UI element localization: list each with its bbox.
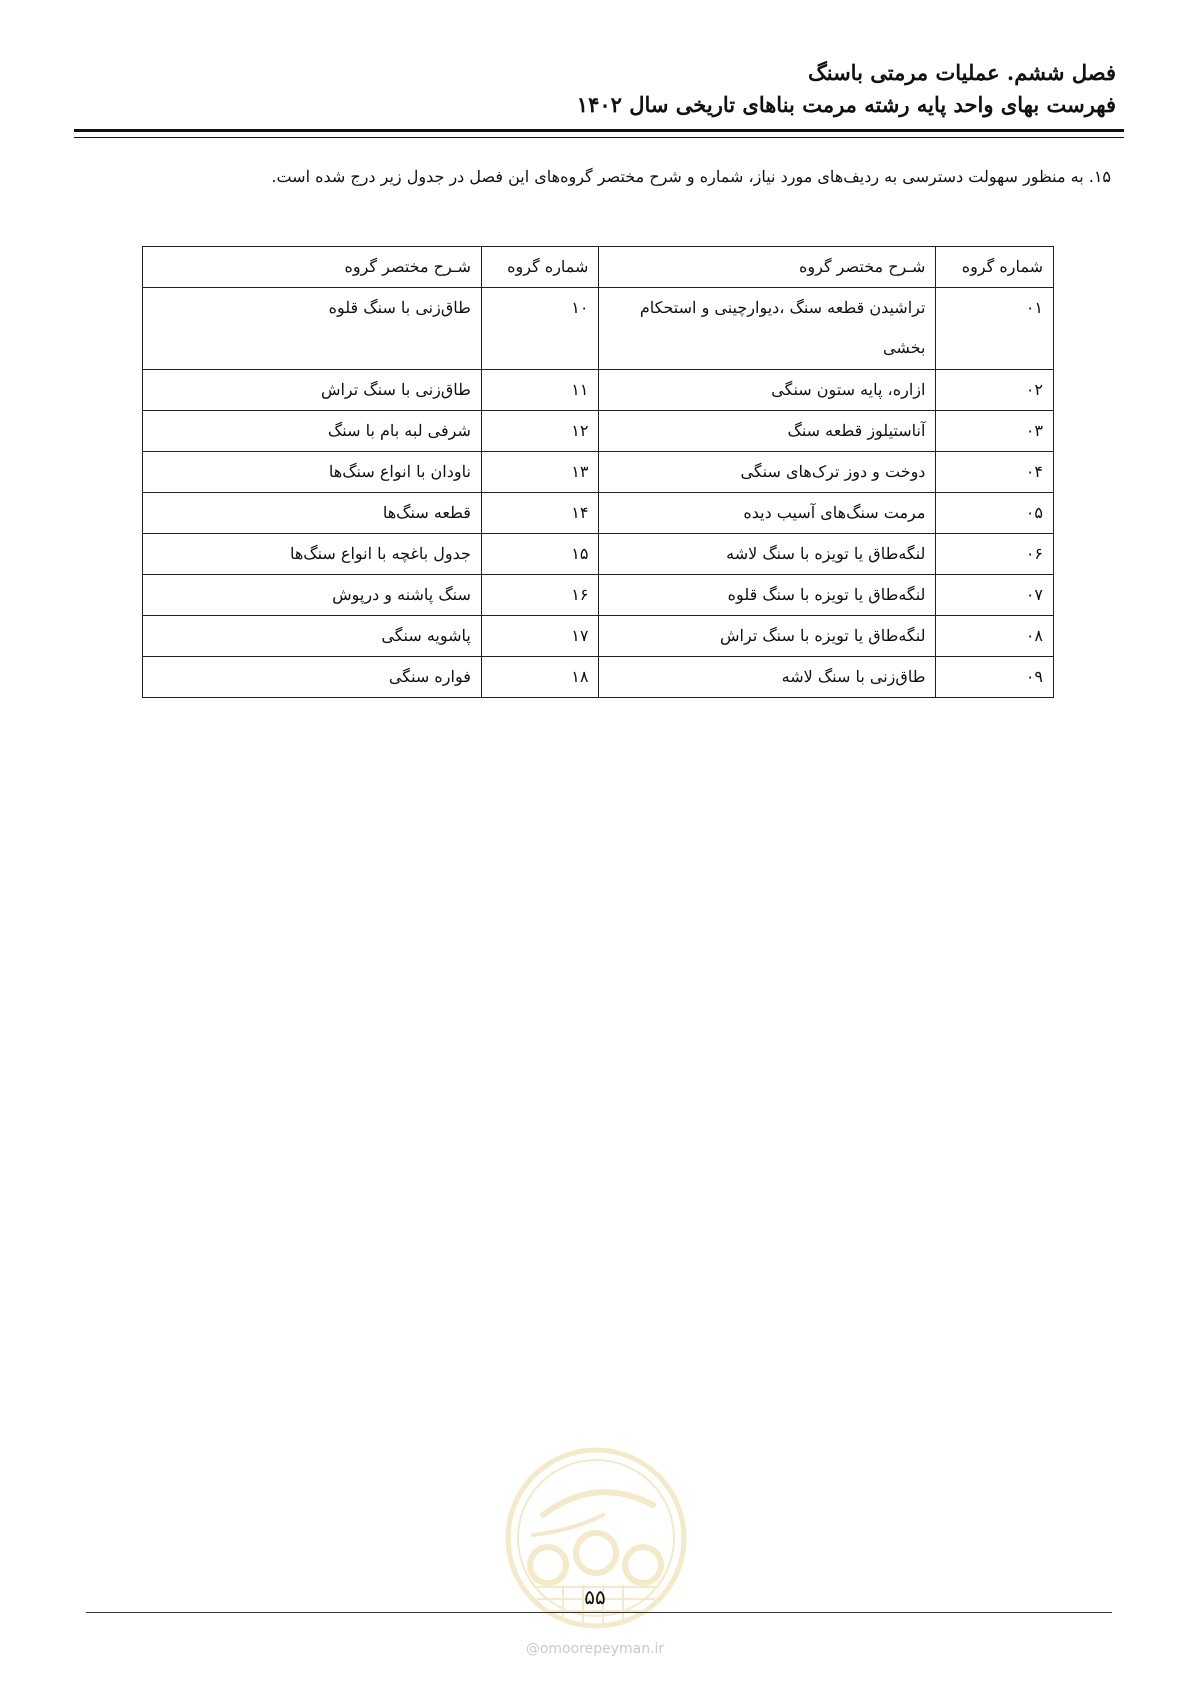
group-number-cell: ۰۲ (936, 370, 1054, 411)
footer-divider (86, 1612, 1112, 1613)
table-row (143, 411, 1054, 452)
group-number-cell: ۰۷ (936, 575, 1054, 616)
group-description-cell: دوخت و دوز ترک‌های سنگی (599, 452, 936, 493)
group-table (142, 246, 1054, 698)
group-description-cell: طاق‌زنی با سنگ لاشه (599, 657, 936, 698)
group-number-cell: ۰۵ (936, 493, 1054, 534)
group-description-cell: طاق‌زنی با سنگ تراش (143, 370, 482, 411)
group-description-cell: تراشیدن قطعه سنگ ،دیوارچینی و استحکام بخشی (599, 288, 936, 370)
group-number-cell: ۰۴ (936, 452, 1054, 493)
group-description-cell: فواره سنگی (143, 657, 482, 698)
group-description-cell: سنگ پاشنه و درپوش (143, 575, 482, 616)
group-description-cell: لنگه‌طاق یا تویزه با سنگ قلوه (599, 575, 936, 616)
group-number-cell: ۱۸ (481, 657, 599, 698)
group-number-cell: ۱۵ (481, 534, 599, 575)
group-description-cell: ازاره، پایه ستون سنگی (599, 370, 936, 411)
group-number-cell: ۱۰ (481, 288, 599, 370)
group-number-cell: ۰۶ (936, 534, 1054, 575)
header-divider (74, 129, 1124, 138)
table-row (143, 452, 1054, 493)
group-number-cell: ۰۱ (936, 288, 1054, 370)
group-description-cell: آناستیلوز قطعه سنگ (599, 411, 936, 452)
group-number-cell: ۱۳ (481, 452, 599, 493)
group-description-cell: قطعه سنگ‌ها (143, 493, 482, 534)
intro-paragraph: ۱۵. به منظور سهولت دسترسی به ردیف‌های مورد نیاز، شماره و شرح مختصر گروه‌های این فصل در جدول زیر درج شده است. (271, 167, 1111, 186)
group-description-cell: طاق‌زنی با سنگ قلوه (143, 288, 482, 370)
chapter-title: فصل ششم. عملیات مرمتی باسنگ (807, 60, 1116, 85)
table-row (143, 534, 1054, 575)
table-header-row (143, 247, 1054, 288)
group-description-cell: مرمت سنگ‌های آسیب دیده (599, 493, 936, 534)
table-row (143, 288, 1054, 370)
group-description-cell: شرفی لبه بام با سنگ (143, 411, 482, 452)
group-number-cell: ۰۸ (936, 616, 1054, 657)
page-header (66, 58, 1116, 120)
website-credit: @omoorepeyman.ir (525, 1641, 665, 1657)
table-row (143, 493, 1054, 534)
header-description-2: شـرح مختصر گروه (143, 247, 482, 288)
group-description-cell: لنگه‌طاق یا تویزه با سنگ تراش (599, 616, 936, 657)
table-row (143, 575, 1054, 616)
group-description-cell: لنگه‌طاق یا تویزه با سنگ لاشه (599, 534, 936, 575)
header-group-number-2: شماره گروه (481, 247, 599, 288)
price-list-title: فهرست بهای واحد پایه رشته مرمت بناهای تاریخی سال ۱۴۰۲ (576, 92, 1116, 117)
group-description-cell: پاشویه سنگی (143, 616, 482, 657)
group-number-cell: ۱۲ (481, 411, 599, 452)
group-number-cell: ۱۴ (481, 493, 599, 534)
group-description-cell: جدول باغچه با انواع سنگ‌ها (143, 534, 482, 575)
group-number-cell: ۱۱ (481, 370, 599, 411)
group-number-cell: ۱۷ (481, 616, 599, 657)
page-number: ۵۵ (584, 1585, 606, 1609)
header-group-number-1: شماره گروه (936, 247, 1054, 288)
table-row (143, 616, 1054, 657)
group-number-cell: ۱۶ (481, 575, 599, 616)
group-description-cell: ناودان با انواع سنگ‌ها (143, 452, 482, 493)
group-number-cell: ۰۳ (936, 411, 1054, 452)
table-row (143, 370, 1054, 411)
table-row (143, 657, 1054, 698)
header-description-1: شـرح مختصر گروه (599, 247, 936, 288)
group-number-cell: ۰۹ (936, 657, 1054, 698)
